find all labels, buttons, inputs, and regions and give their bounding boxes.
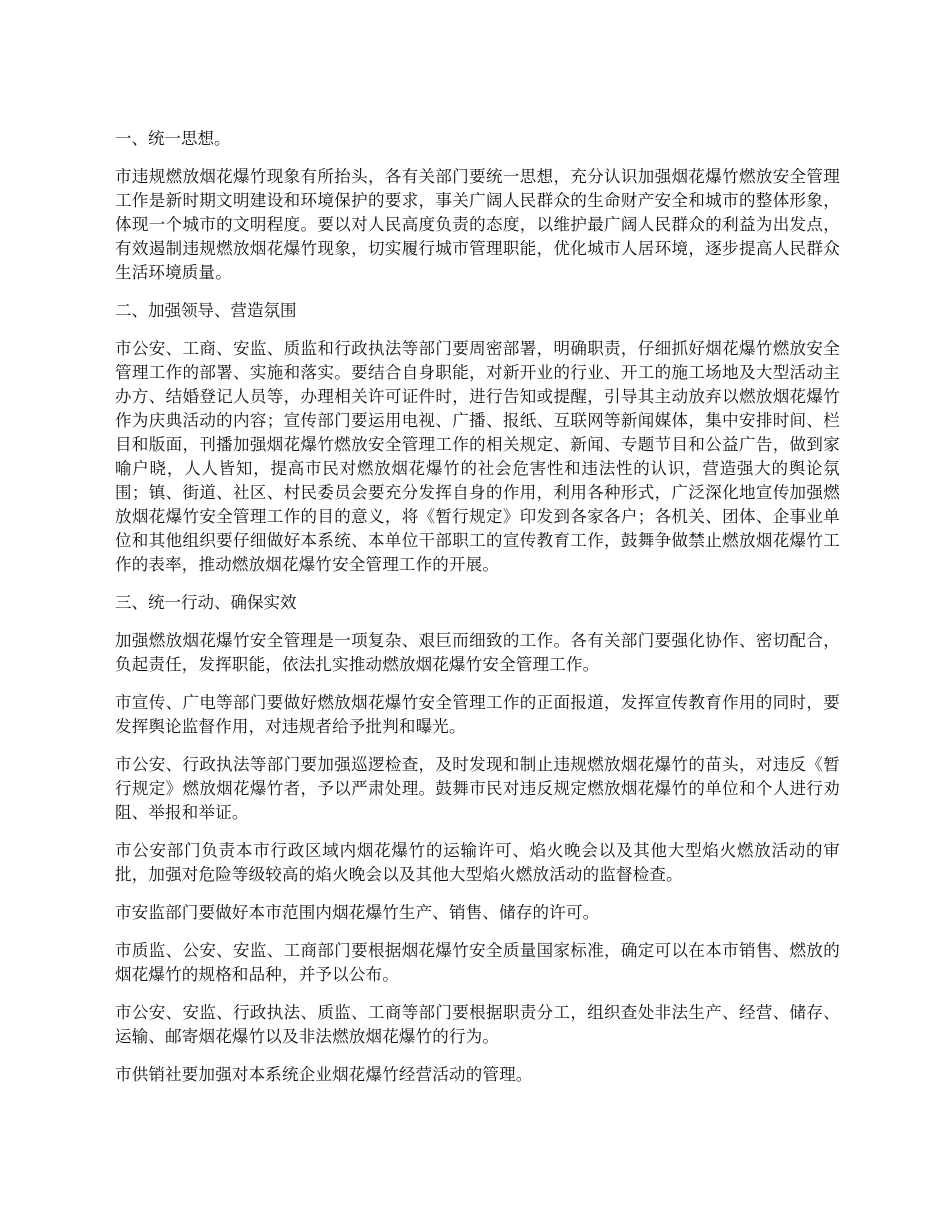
section-3-paragraph-1: 加强燃放烟花爆竹安全管理是一项复杂、艰巨而细致的工作。各有关部门要强化协作、密切配合，负起责任，发挥职能，依法扎实推动燃放烟花爆竹安全管理工作。 (115, 631, 840, 674)
section-1-paragraph-1: 市违规燃放烟花爆竹现象有所抬头，各有关部门要统一思想，充分认识加强烟花爆竹燃放安全管理工作是新时期文明建设和环境保护的要求，事关广阔人民群众的生命财产安全和城市的整体形象，体现一个城市的文明程度。要以对人民高度负责的态度，以维护最广阔人民群众的利益为出发点，有效遏制违规燃放烟花爆竹现象，切实履行城市管理职能，优化城市人居环境，逐步提高人民群众生活环境质量。 (115, 167, 840, 282)
section-3-paragraph-5: 市安监部门要做好本市范围内烟花爆竹生产、销售、储存的许可。 (115, 903, 600, 922)
section-3-paragraph-7: 市公安、安监、行政执法、质监、工商等部门要根据职责分工，组织查处非法生产、经营、储存、运输、邮寄烟花爆竹以及非法燃放烟花爆竹的行为。 (115, 1003, 840, 1046)
section-3-paragraph-2: 市宣传、广电等部门要做好燃放烟花爆竹安全管理工作的正面报道，发挥宣传教育作用的同时，要发挥舆论监督作用，对违规者给予批判和曝光。 (115, 693, 840, 736)
section-3-paragraph-4: 市公安部门负责本市行政区域内烟花爆竹的运输许可、焰火晚会以及其他大型焰火燃放活动的审批，加强对危险等级较高的焰火晚会以及其他大型焰火燃放活动的监督检查。 (115, 841, 840, 884)
section-heading-1: 一、统一思想。 (115, 129, 231, 148)
section-3-paragraph-3: 市公安、行政执法等部门要加强巡逻检查，及时发现和制止违规燃放烟花爆竹的苗头，对违反《暂行规定》燃放烟花爆竹者，予以严肃处理。鼓舞市民对违反规定燃放烟花爆竹的单位和个人进行劝阻、举报和举证。 (115, 755, 840, 822)
section-heading-3: 三、统一行动、确保实效 (115, 593, 297, 612)
document-page (115, 127, 840, 1101)
section-3-paragraph-8: 市供销社要加强对本系统企业烟花爆竹经营活动的管理。 (115, 1065, 533, 1084)
section-3-paragraph-6: 市质监、公安、安监、工商部门要根据烟花爆竹安全质量国家标准，确定可以在本市销售、燃放的烟花爆竹的规格和品种，并予以公布。 (115, 941, 840, 984)
section-heading-2: 二、加强领导、营造氛围 (115, 301, 297, 320)
section-2-paragraph-1: 市公安、工商、安监、质监和行政执法等部门要周密部署，明确职责，仔细抓好烟花爆竹燃放安全管理工作的部署、实施和落实。要结合自身职能，对新开业的行业、开工的施工场地及大型活动主办方、结婚登记人员等，办理相关许可证件时，进行告知或提醒，引导其主动放弃以燃放烟花爆竹作为庆典活动的内容；宣传部门要运用电视、广播、报纸、互联网等新闻媒体，集中安排时间、栏目和版面，刊播加强烟花爆竹燃放安全管理工作的相关规定、新闻、专题节目和公益广告，做到家喻户晓，人人皆知，提高市民对燃放烟花爆竹的社会危害性和违法性的认识，营造强大的舆论氛围；镇、街道、社区、村民委员会要充分发挥自身的作用，利用各种形式，广泛深化地宣传加强燃放烟花爆竹安全管理工作的目的意义，将《暂行规定》印发到各家各户；各机关、团体、企事业单位和其他组织要仔细做好本系统、本单位干部职工的宣传教育工作，鼓舞争做禁止燃放烟花爆竹工作的表率，推动燃放烟花爆竹安全管理工作的开展。 (115, 339, 840, 574)
